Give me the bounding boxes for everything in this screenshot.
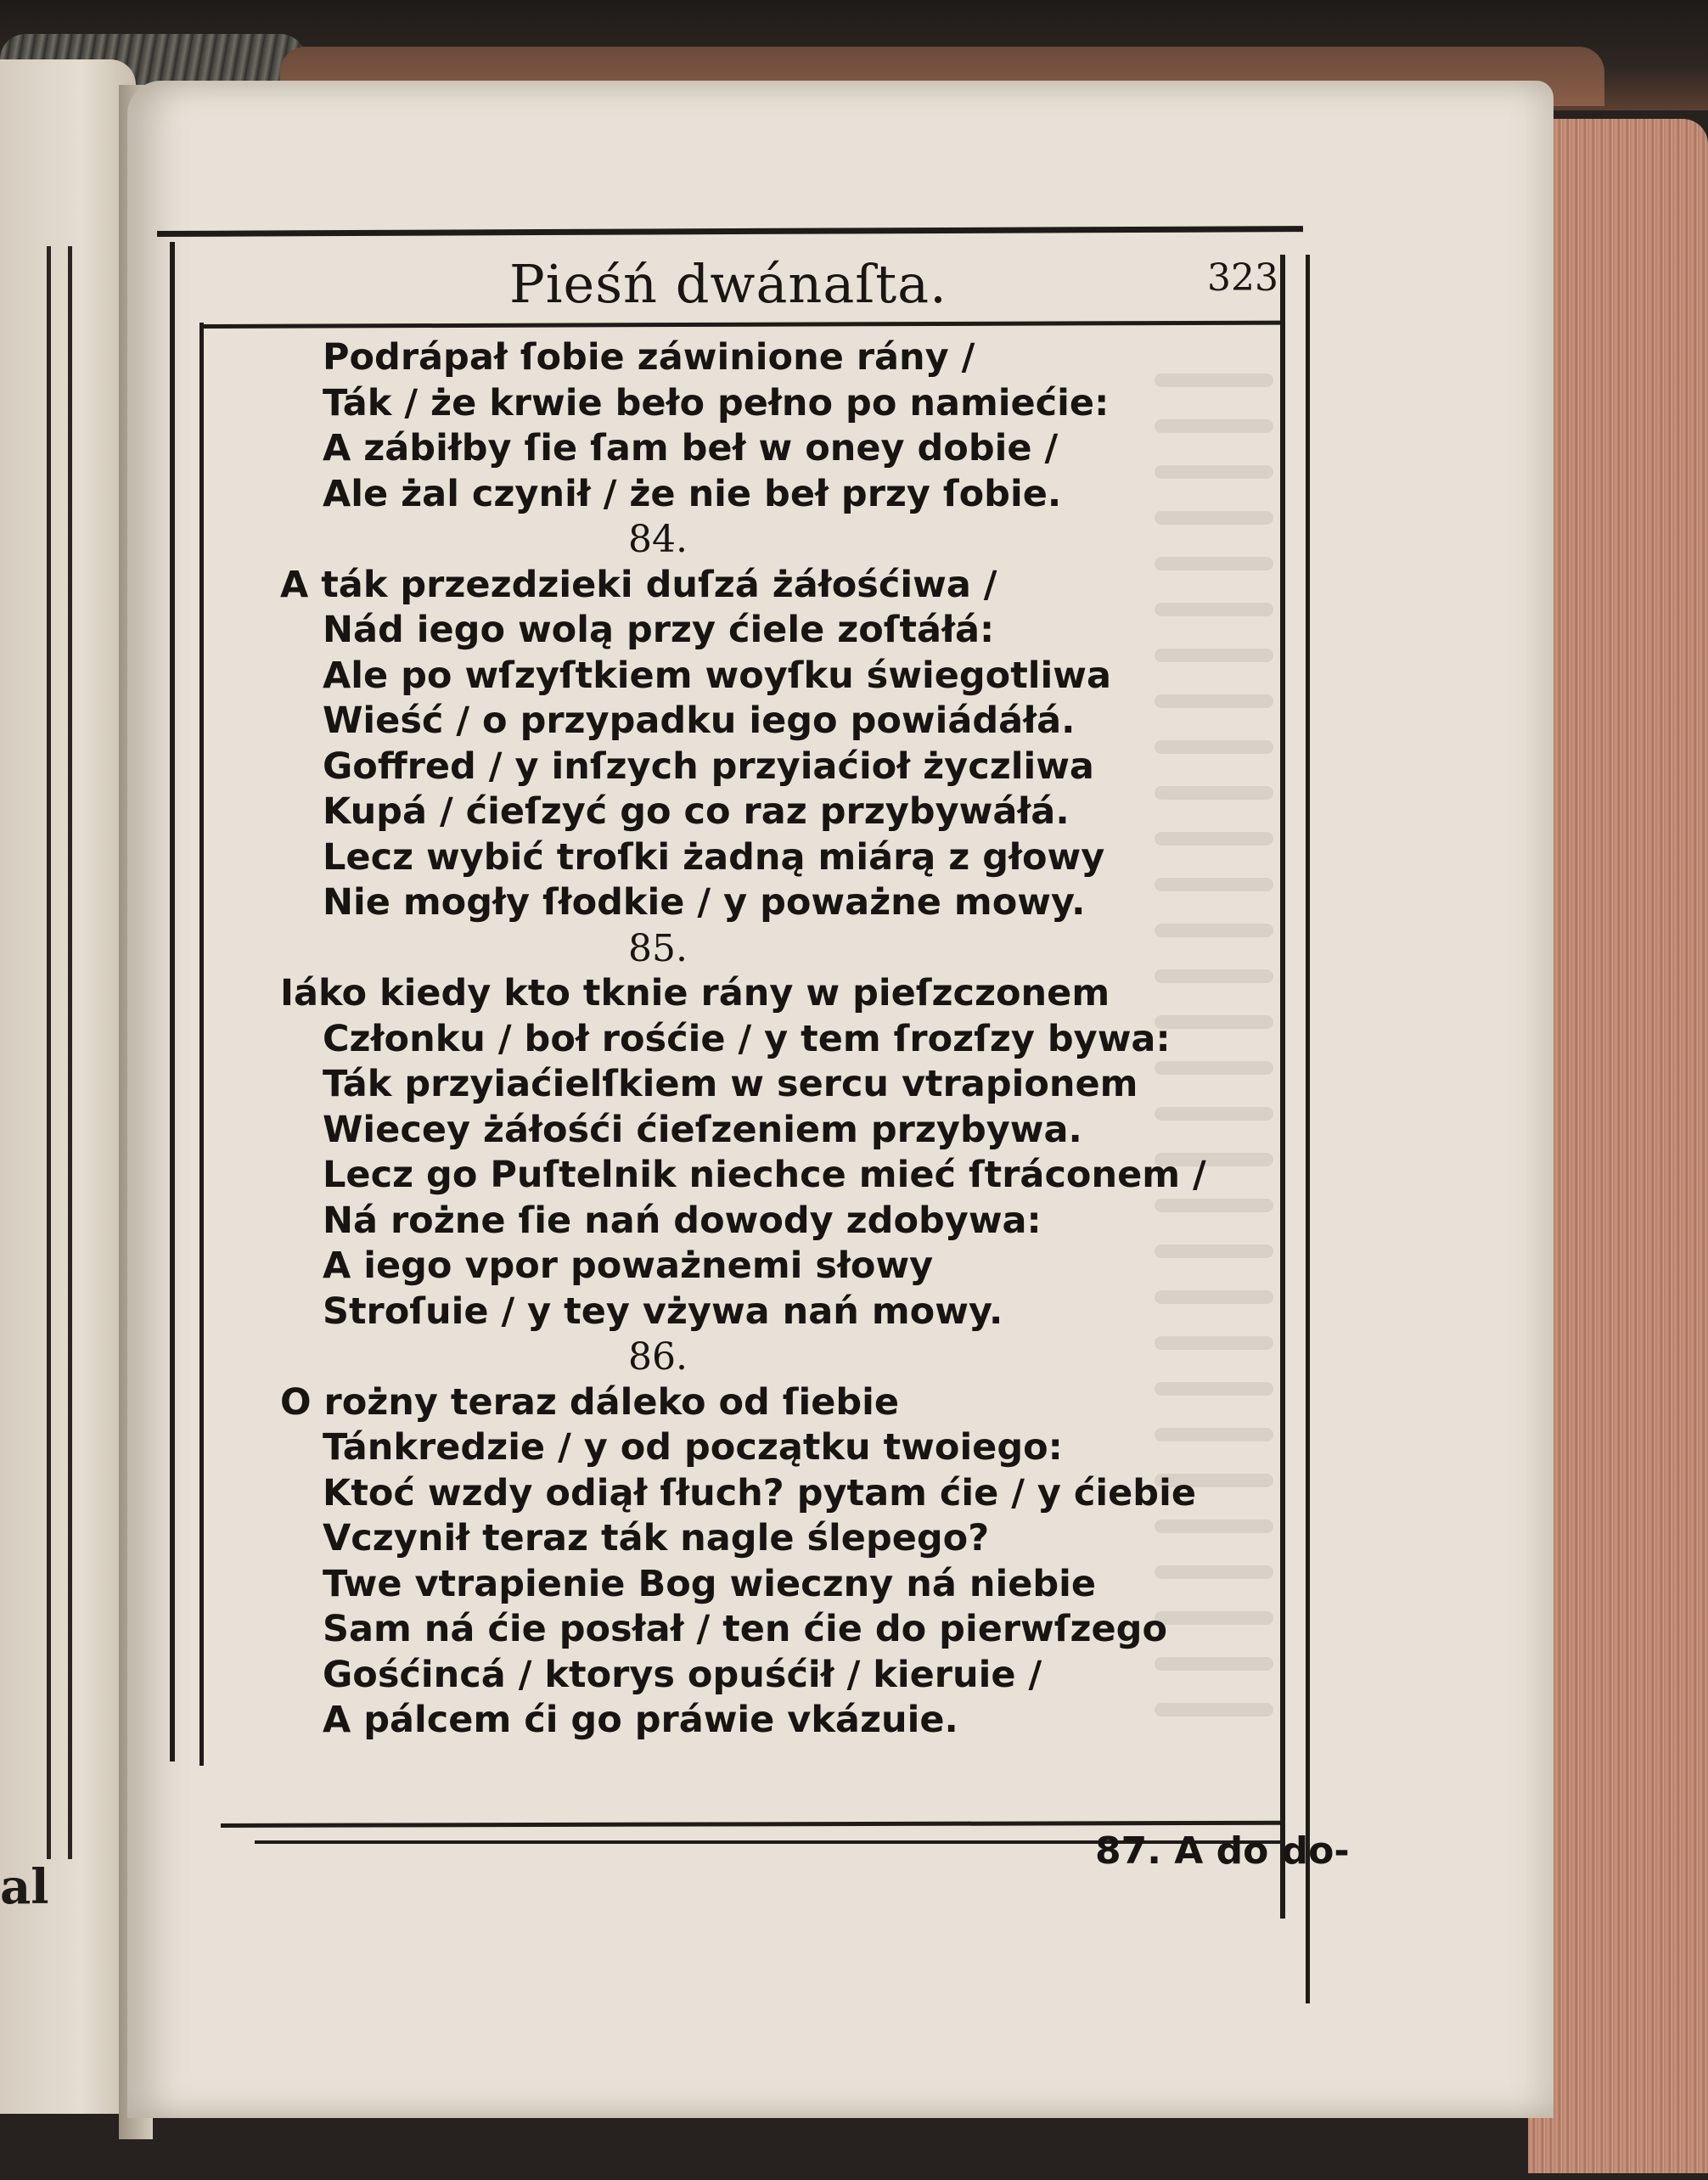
- frame-rule-left-inner: [199, 323, 204, 1766]
- page-title: Pieśń dwánaſta.: [509, 253, 947, 315]
- stanza-number: 85.: [628, 926, 688, 970]
- verse-line: Kupá / ćieſzyć go co raz przybywáłá.: [323, 790, 1070, 833]
- verse-line: Nád iego wolą przy ćiele zoſtáłá:: [323, 609, 995, 651]
- left-page-fragment: al: [0, 1859, 49, 1915]
- stanza-number: 86.: [628, 1335, 688, 1379]
- verse-line: Członku / boł rośćie / y tem ſrozſzy bywa:: [323, 1017, 1171, 1060]
- verse-line: O rożny teraz dáleko od ſiebie: [280, 1380, 900, 1424]
- left-page: [0, 59, 136, 2114]
- verse-line: Stroſuie / y tey vżywa nań mowy.: [323, 1289, 1003, 1333]
- verse-line: A iego vpor poważnemi słowy: [323, 1245, 934, 1287]
- verse-line: Ale po wſzyſtkiem woyſku świegotliwa: [323, 654, 1111, 697]
- stanza-number: 84.: [628, 518, 688, 561]
- page-number: 323: [1207, 256, 1278, 300]
- verse-line: Gośćincá / ktorys opuśćił / kieruie /: [323, 1653, 1042, 1696]
- frame-rule-right-inner: [1280, 255, 1285, 1919]
- verse-line: Wiecey żáłośći ćieſzeniem przybywa.: [323, 1108, 1082, 1151]
- verse-line: Sam ná ćie posłał / ten ćie do pierwſzego: [323, 1608, 1168, 1650]
- verse-line: Podrápał ſobie záwinione rány /: [323, 336, 975, 379]
- frame-rule-left-outer: [170, 242, 175, 1761]
- left-page-rule: [68, 246, 72, 1859]
- verse-line: Tánkredzie / y od początku twoiego:: [323, 1426, 1063, 1469]
- verse-line: Ták / że krwie beło pełno po namiećie:: [323, 381, 1110, 424]
- verse-line: Wieść / o przypadku iego powiádáłá.: [323, 700, 1076, 742]
- verse-line: Lecz wybić troſki żadną miárą z głowy: [323, 835, 1105, 879]
- verse-line: A ták przezdzieki duſzá żáłośćiwa /: [280, 563, 997, 606]
- verse-line: Ktoć wzdy odiął ſłuch? pytam ćie / y ćiebie: [323, 1471, 1196, 1514]
- frame-rule-right-outer: [1306, 255, 1310, 2003]
- verse-line: Ale żal czynił / że nie beł przy ſobie.: [323, 472, 1062, 515]
- verse-line: Ták przyiaćielſkiem w sercu vtrapionem: [323, 1063, 1138, 1105]
- verse-line: Ná rożne ſie nań dowody zdobywa:: [323, 1199, 1042, 1242]
- verse-line: A pálcem ći go práwie vkázuie.: [323, 1699, 958, 1741]
- verse-line: Goffred / y inſzych przyiaćioł życzliwa: [323, 744, 1094, 788]
- verse-line: Twe vtrapienie Bog wieczny ná niebie: [323, 1562, 1097, 1605]
- verse-line: Nie mogły ſłodkie / y poważne mowy.: [323, 881, 1086, 924]
- left-page-rule: [47, 246, 51, 1859]
- verse-text: [255, 335, 1273, 1744]
- verse-line: Lecz go Puſtelnik niechce mieć ſtráconem /: [323, 1154, 1206, 1196]
- page-edges: [1528, 119, 1708, 2173]
- verse-line: Iáko kiedy kto tknie rány w pieſzczonem: [280, 972, 1110, 1014]
- verse-line: Vczynił teraz ták nagle ślepego?: [323, 1517, 990, 1559]
- catchword: 87. A do do-: [1095, 1829, 1350, 1873]
- verse-line: A zábiłby ſie ſam beł w oney dobie /: [323, 427, 1059, 469]
